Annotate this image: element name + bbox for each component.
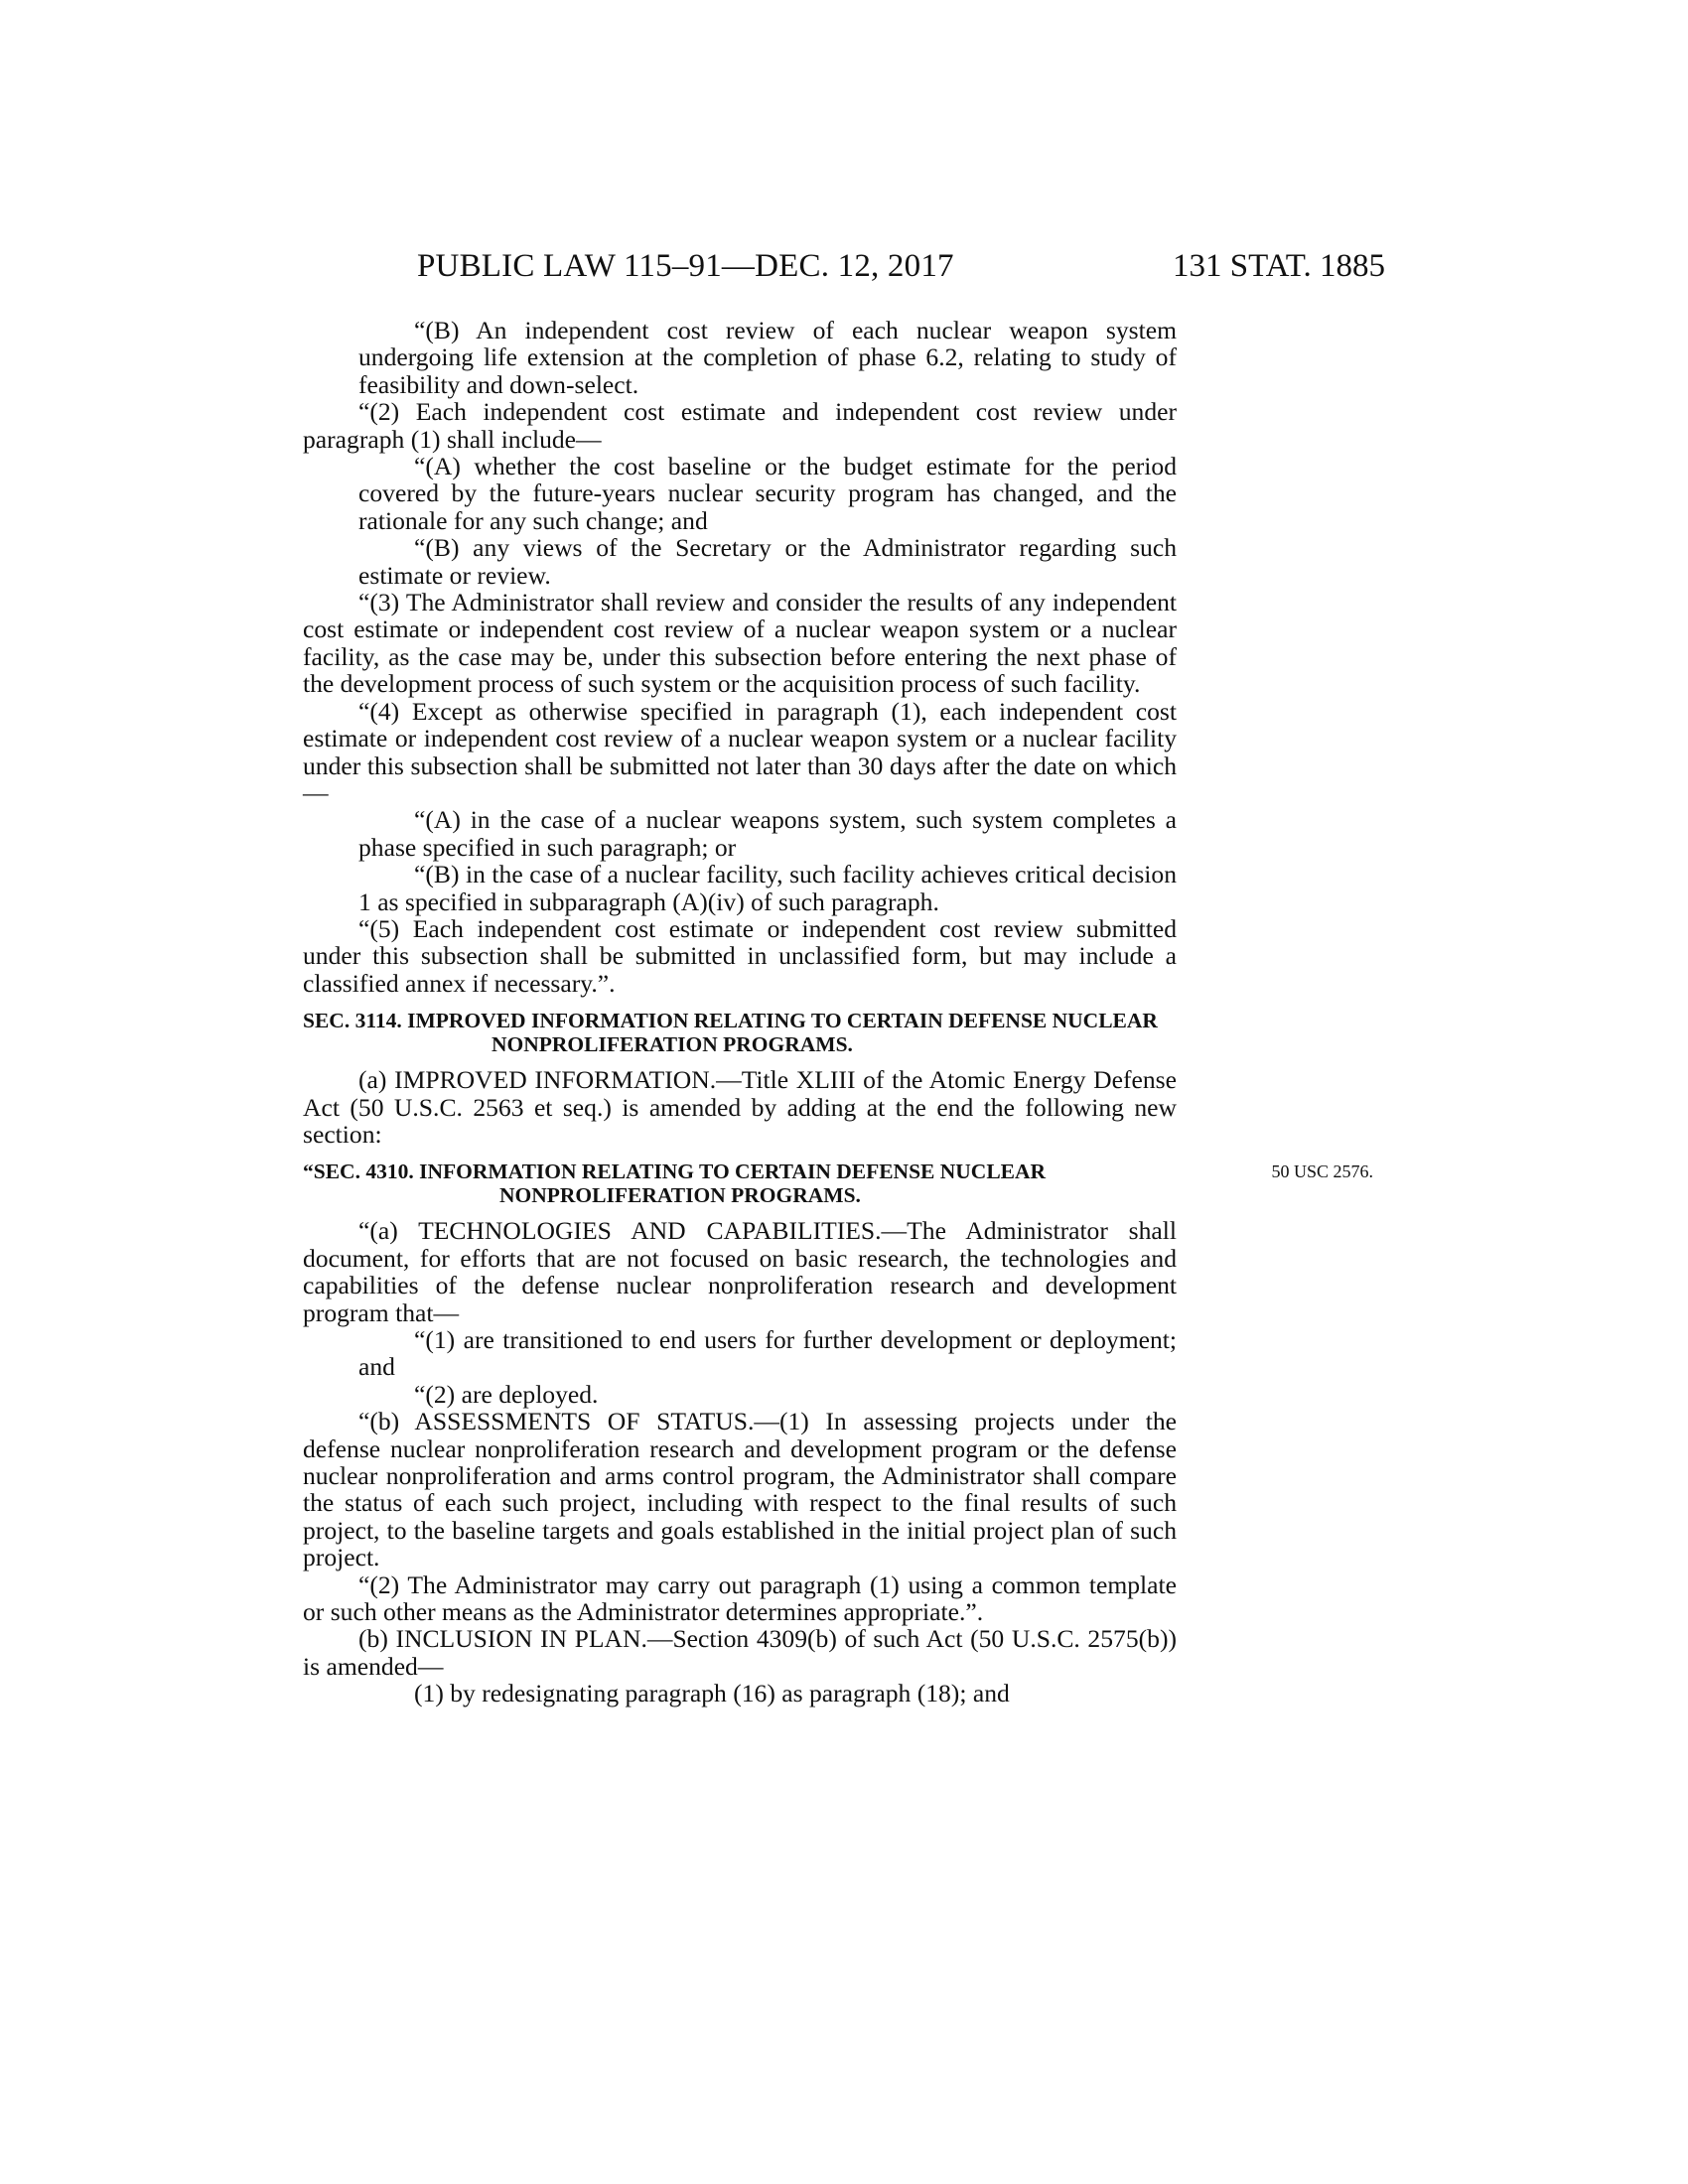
paragraph: “(a) TECHNOLOGIES AND CAPABILITIES.—The Administrator shall document, for efforts that are not focused on basic research, the technologies and capabilities of the defense nuclear nonproliferation research and development program that— xyxy=(303,1216,1177,1327)
paragraph: “(4) Except as otherwise specified in paragraph (1), each independent cost estimate or independent cost review of a nuclear weapon system or a nuclear facility under this subsection shall be submitted not later than 30 days after the date on which— xyxy=(303,696,1177,807)
paragraph: “(A) in the case of a nuclear weapons system, such system completes a phase specified in such paragraph; or xyxy=(358,805,1177,862)
document-body xyxy=(303,316,1373,1708)
header-public-law: PUBLIC LAW 115–91—DEC. 12, 2017 xyxy=(417,248,954,284)
header-stat-page: 131 STAT. 1885 xyxy=(1172,248,1385,284)
paragraph: “(A) whether the cost baseline or the budget estimate for the period covered by the future-years nuclear security program has changed, and the rationale for any such change; and xyxy=(358,452,1177,535)
paragraph: “(2) The Administrator may carry out paragraph (1) using a common template or such other means as the Administrator determines appropriate.”. xyxy=(303,1570,1177,1627)
paragraph: (a) IMPROVED INFORMATION.—Title XLIII of the Atomic Energy Defense Act (50 U.S.C. 2563 et seq.) is amended by adding at the end the following new section: xyxy=(303,1065,1177,1149)
paragraph: “(b) ASSESSMENTS OF STATUS.—(1) In assessing projects under the defense nuclear nonproliferation research and development program or the defense nuclear nonproliferation and arms control program, the Administrator shall compare the status of each such project, including with respect to the final results of such project, to the baseline targets and goals established in the initial project plan of such project. xyxy=(303,1407,1177,1572)
paragraph: “(5) Each independent cost estimate or independent cost review submitted under this subsection shall be submitted in unclassified form, but may include a classified annex if necessary.”. xyxy=(303,913,1177,998)
paragraph: “(B) in the case of a nuclear facility, such facility achieves critical decision 1 as specified in subparagraph (A)(iv) of such paragraph. xyxy=(358,860,1177,916)
paragraph: (1) by redesignating paragraph (16) as paragraph (18); and xyxy=(414,1679,1010,1708)
paragraph: “(B) An independent cost review of each nuclear weapon system undergoing life extension at the completion of phase 6.2, relating to study of feasibility and down-select. xyxy=(358,316,1177,399)
paragraph: (b) INCLUSION IN PLAN.—Section 4309(b) of such Act (50 U.S.C. 2575(b)) is amended— xyxy=(303,1624,1177,1681)
paragraph: “(1) are transitioned to end users for further development or deployment; and xyxy=(358,1325,1177,1382)
paragraph: “(2) are deployed. xyxy=(414,1379,599,1409)
page-header xyxy=(298,248,1385,296)
section-heading-quoted xyxy=(303,1160,1373,1208)
paragraph: “(2) Each independent cost estimate and independent cost review under paragraph (1) shall include— xyxy=(303,397,1177,454)
section-heading-text: “SEC. 4310. INFORMATION RELATING TO CERTAIN DEFENSE NUCLEAR NONPROLIFERATION PROGRAMS. xyxy=(303,1160,1047,1208)
paragraph: “(B) any views of the Secretary or the Administrator regarding such estimate or review. xyxy=(358,533,1177,590)
paragraph: “(3) The Administrator shall review and consider the results of any independent cost estimate or independent cost review of a nuclear weapon system or a nuclear facility, as the case may be, under this subsection before entering the next phase of the development process of such system or the acquisition process of such facility. xyxy=(303,588,1177,699)
margin-note-usc: 50 USC 2576. xyxy=(1271,1161,1373,1182)
section-heading: SEC. 3114. IMPROVED INFORMATION RELATING TO CERTAIN DEFENSE NUCLEAR NONPROLIFERATION PROGRAMS. xyxy=(303,1009,1158,1057)
